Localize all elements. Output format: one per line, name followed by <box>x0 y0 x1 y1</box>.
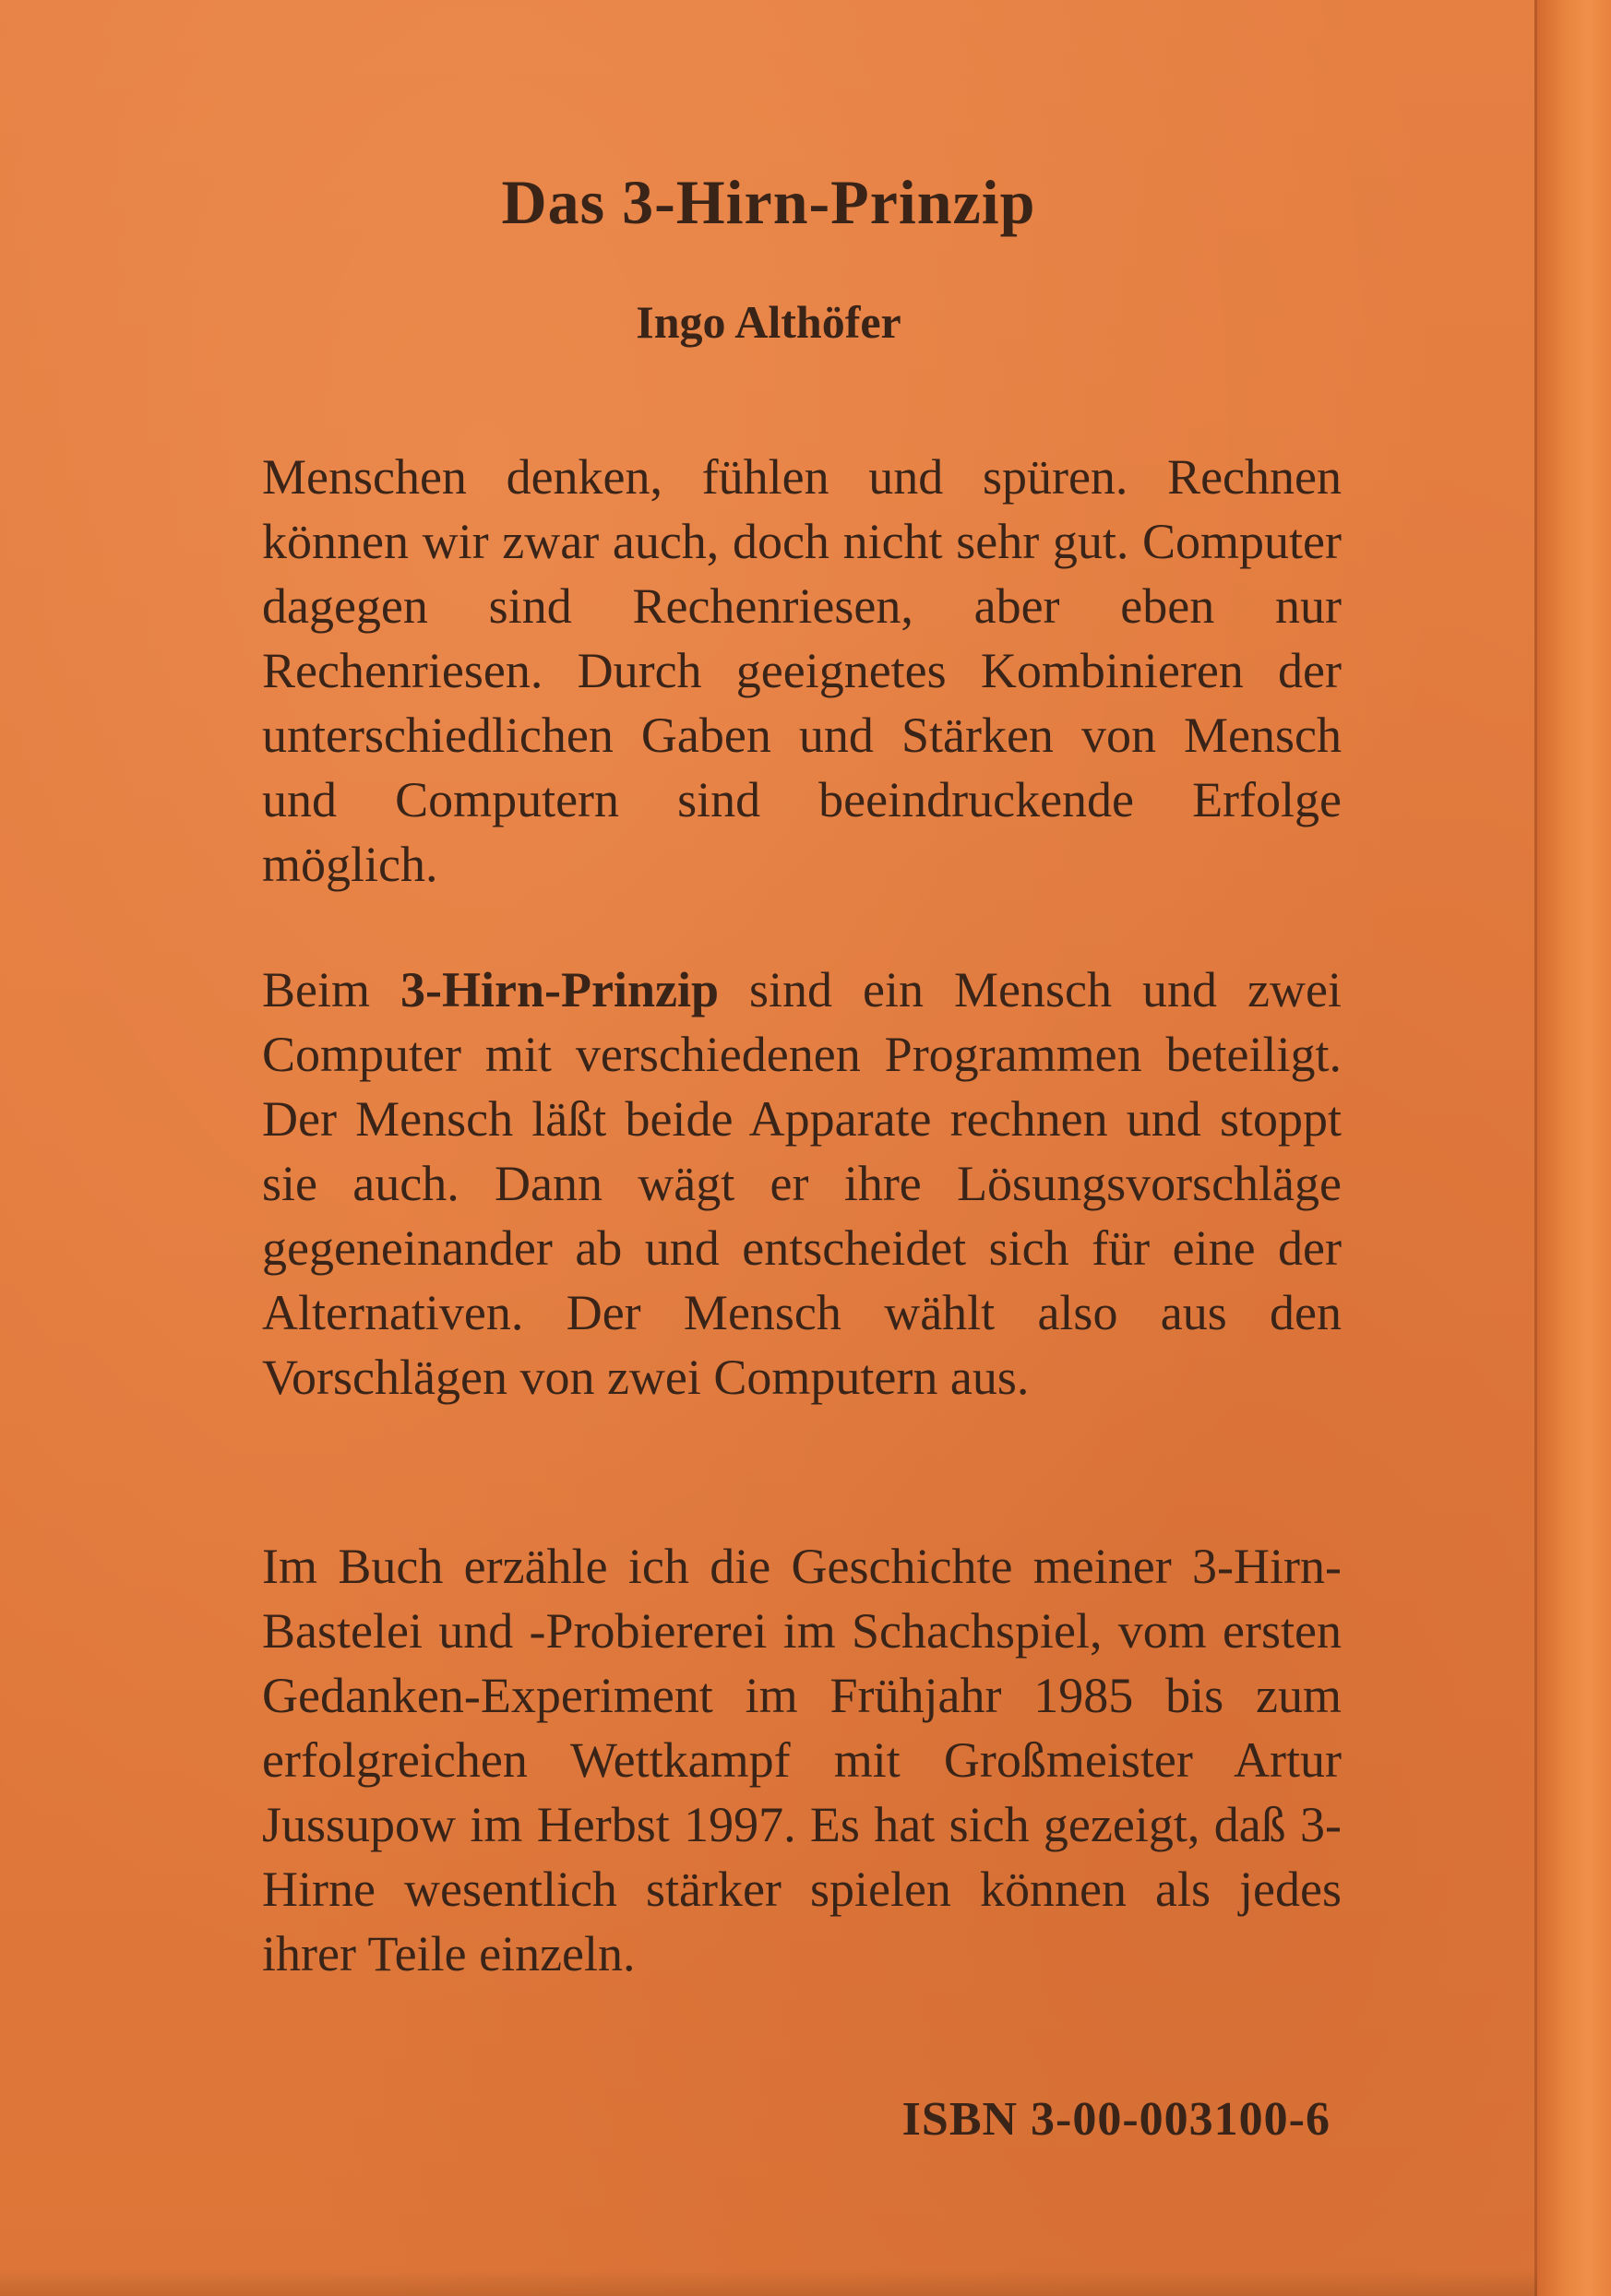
book-title: Das 3-Hirn-Prinzip <box>501 167 1036 237</box>
paragraph-2-bold-term: 3-Hirn-Prinzip <box>400 962 719 1017</box>
paragraph-2-rest: sind ein Mensch und zwei Computer mit verschiedenen Programmen beteiligt. Der Mensch läßt beide Apparate rechnen und stoppt sie auch. Dann wägt er ihre Lösungsvorschläge gegeneinander ab und entscheidet sich für eine der Alternativen. Der Mensch wählt also aus den Vorschlägen von zwei Computern aus. <box>262 962 1342 1405</box>
blurb-paragraph-3: Im Buch erzähle ich die Geschichte meiner 3-Hirn-Bastelei und -Probiererei im Schachspiel, vom ersten Gedanken-Experiment im Frühjahr 1985 bis zum erfolgreichen Wettkampf mit Großmeister Artur Jussupow im Herbst 1997. Es hat sich gezeigt, daß 3-Hirne wesentlich stärker spielen können als jedes ihrer Teile einzeln. <box>262 1539 1342 1981</box>
paragraph-2-lead: Beim <box>262 962 401 1017</box>
book-author: Ingo Althöfer <box>636 296 901 348</box>
isbn-number: ISBN 3-00-003100-6 <box>901 2093 1331 2146</box>
blurb-paragraph-1: Menschen denken, fühlen und spüren. Rechnen können wir zwar auch, doch nicht sehr gut. Computer dagegen sind Rechenriesen, aber eben nur Rechenriesen. Durch geeignetes Kombinieren der unterschiedlichen Gaben und Stärken von Mensch und Computern sind beeindruckende Erfolge möglich. <box>262 449 1342 892</box>
bottom-edge-shadow <box>0 2270 1537 2296</box>
book-spine-edge <box>1534 0 1611 2296</box>
blurb-paragraph-2 <box>262 958 1342 1410</box>
